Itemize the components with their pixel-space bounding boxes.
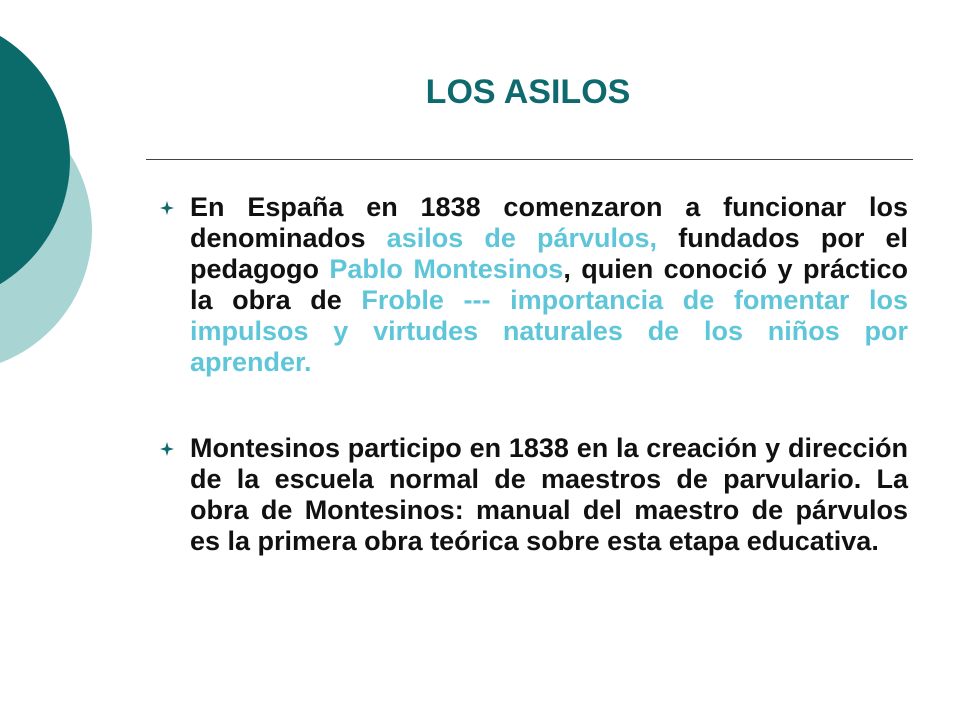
highlighted-term: Froble --- importancia de fomentar los impulsos y virtudes naturales de los niños por aprender. — [190, 285, 908, 377]
title-divider — [146, 159, 913, 160]
text-segment: , quien conoció y práctico la obra de — [190, 254, 908, 315]
text-segment: fundados por el pedagogo — [190, 223, 909, 284]
diamond-bullet-icon — [160, 201, 174, 215]
bullet-item — [156, 192, 908, 378]
text-segment: Montesinos participo en 1838 en la creación y dirección de la escuela normal de maestros de parvulario. La obra de Montesinos: manual del maestro de párvulos es la primera obra teórica sobre esta etapa educativa. — [190, 433, 908, 556]
highlighted-term: asilos de párvulos, — [386, 223, 658, 253]
text-segment: En España en 1838 comenzaron a funcionar los denominados — [190, 192, 908, 253]
bullet-list — [156, 192, 908, 612]
bullet-item — [156, 433, 908, 557]
diamond-bullet-icon — [160, 442, 174, 456]
slide-title: LOS ASILOS — [425, 73, 631, 111]
highlighted-term: Pablo Montesinos — [329, 254, 564, 284]
bullet-text — [190, 192, 908, 378]
bullet-text — [190, 433, 908, 557]
